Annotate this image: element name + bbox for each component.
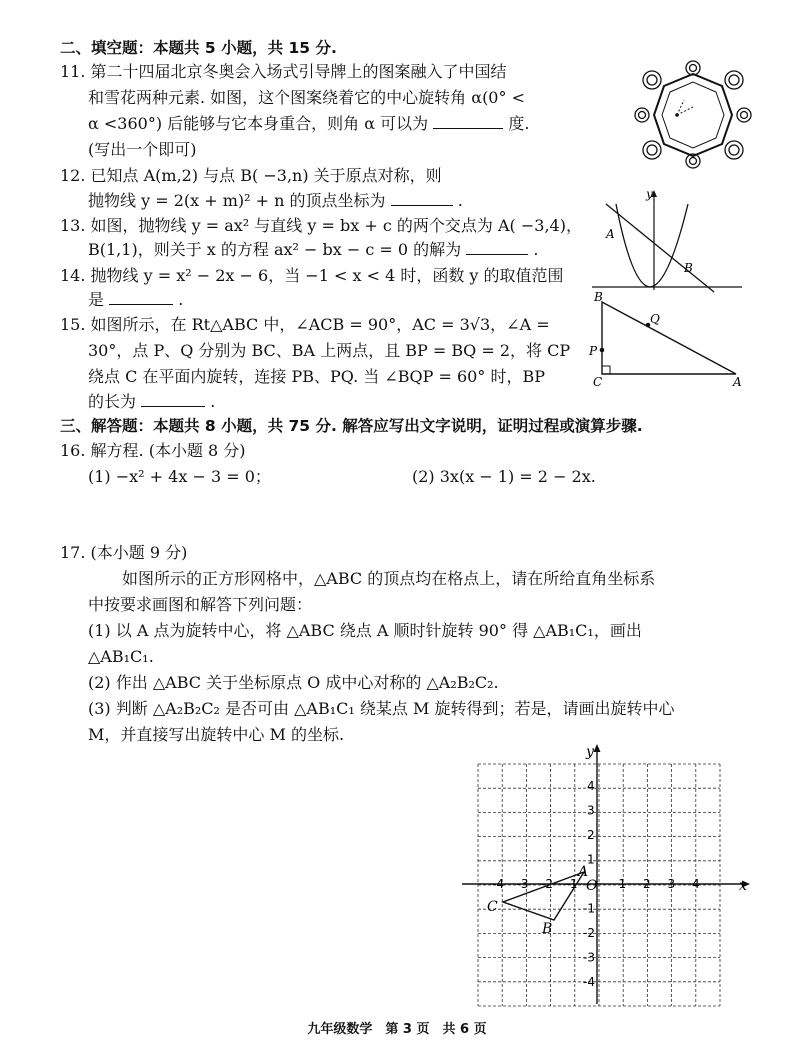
q15-line4	[88, 390, 215, 414]
q11-line3-text: α <360°) 后能够与它本身重合，则角 α 可以为	[88, 114, 429, 133]
q13-parabola-figure	[592, 186, 744, 294]
q17-x-tick-label: -1	[565, 877, 578, 891]
q17-label-x: x	[739, 878, 747, 894]
q16-title: 16. 解方程. (本小题 8 分)	[60, 441, 246, 460]
q17-x-tick-label: 2	[643, 877, 651, 891]
q11-line2: 和雪花两种元素. 如图，这个图案绕着它的中心旋转角 α(0° <	[88, 88, 525, 107]
q15-triangle	[602, 302, 736, 374]
q17-title: 17. (本小题 9 分)	[60, 543, 188, 562]
q17-label-O: O	[586, 878, 598, 894]
q15-line1: 15. 如图所示，在 Rt△ABC 中，∠ACB = 90°，AC = 3√3，∠A =	[60, 315, 550, 334]
q17-label-C: C	[487, 899, 498, 915]
q17-x-tick-label: -2	[541, 877, 553, 891]
q13-line2-end: .	[533, 240, 539, 259]
q15-line4-end: .	[210, 392, 216, 411]
q17-line2: 中按要求画图和解答下列问题：	[88, 595, 313, 614]
q15-answer-blank[interactable]	[141, 390, 205, 407]
q13-parabola	[616, 204, 688, 287]
q11-knot-figure	[632, 60, 754, 170]
q11-line3	[88, 112, 529, 136]
q17-line7: M，并直接写出旋转中心 M 的坐标.	[88, 725, 345, 744]
q15-label-B: B	[594, 290, 603, 304]
q12-line1: 12. 已知点 A(m,2) 与点 B( −3,n) 关于原点对称，则	[60, 166, 442, 185]
q13-label-A: A	[606, 227, 615, 241]
q17-x-tick-label: -3	[516, 877, 529, 891]
q17-y-tick-label: 4	[587, 779, 595, 793]
q15-label-Q: Q	[650, 312, 660, 326]
q12-line2-end: .	[457, 191, 463, 210]
q17-x-tick-label: -4	[492, 877, 504, 891]
q13-line2-text: B(1,1)，则关于 x 的方程 ax² − bx − c = 0 的解为	[88, 240, 462, 259]
q15-label-A: A	[733, 375, 742, 388]
q17-x-tick-label: 1	[618, 877, 627, 891]
q11-answer-blank[interactable]	[433, 112, 503, 129]
q15-label-C: C	[593, 375, 603, 388]
q14-line1: 14. 抛物线 y = x² − 2x − 6，当 −1 < x < 4 时，函数 y 的取值范围	[60, 266, 564, 285]
q15-line4-text: 的长为	[88, 392, 137, 411]
q17-label-B: B	[542, 921, 553, 937]
page-footer: 九年级数学 第 3 页 共 6 页	[307, 1022, 487, 1037]
q13-label-y: y	[646, 187, 653, 201]
q17-y-tick-label: 1	[587, 852, 595, 867]
q17-x-tick-label: 4	[692, 877, 700, 891]
q17-line3: (1) 以 A 点为旋转中心，将 △ABC 绕点 A 顺时针旋转 90° 得 △AB₁C₁，画出	[88, 621, 642, 640]
q17-y-tick-label: -2	[583, 926, 595, 940]
section-3-title: 三、解答题：本题共 8 小题，共 75 分. 解答应写出文字说明，证明过程或演算步骤.	[60, 417, 643, 435]
q17-gridlines	[478, 764, 720, 1006]
q13-line2	[88, 238, 538, 262]
q15-triangle-figure	[588, 288, 748, 388]
q13-line	[606, 204, 714, 292]
q17-y-tick-label: -1	[583, 901, 595, 916]
section-2-title: 二、填空题：本题共 5 小题，共 15 分.	[60, 39, 337, 57]
q11-line3-end: 度.	[508, 114, 530, 133]
q11-line1: 11. 第二十四届北京冬奥会入场式引导牌上的图案融入了中国结	[60, 62, 507, 81]
q12-line2	[88, 189, 463, 213]
q12-answer-blank[interactable]	[391, 189, 453, 206]
q15-line2: 30°，点 P、Q 分别为 BC、BA 上两点，且 BP = BQ = 2，将 CP	[88, 341, 571, 360]
q13-line1: 13. 如图，抛物线 y = ax² 与直线 y = bx + c 的两个交点为 A( −3,4)，	[60, 216, 582, 235]
q11-line4: (写出一个即可)	[88, 140, 197, 159]
q14-line2	[88, 288, 183, 312]
q17-y-tick-label: 3	[587, 803, 595, 818]
q17-coordinate-grid[interactable]	[456, 742, 756, 1012]
q17-x-tick-label: 3	[667, 877, 676, 891]
q12-line2-text: 抛物线 y = 2(x + m)² + n 的顶点坐标为	[88, 191, 386, 210]
q16-part1: (1) −x² + 4x − 3 = 0；	[88, 467, 271, 486]
q17-y-tick-label: -4	[583, 975, 595, 989]
q16-part2: (2) 3x(x − 1) = 2 − 2x.	[412, 467, 596, 486]
q17-y-tick-label: -3	[583, 950, 595, 965]
q17-label-y: y	[586, 744, 594, 760]
q14-line2-end: .	[178, 290, 184, 309]
q17-label-A: A	[578, 864, 589, 880]
q14-line2-text: 是	[88, 290, 105, 309]
q17-line1: 如图所示的正方形网格中，△ABC 的顶点均在格点上，请在所给直角坐标系	[122, 569, 656, 588]
q17-line5: (2) 作出 △ABC 关于坐标原点 O 成中心对称的 △A₂B₂C₂.	[88, 673, 499, 692]
q17-y-tick-label: 2	[587, 828, 595, 842]
q13-answer-blank[interactable]	[466, 238, 528, 255]
q13-label-B: B	[684, 261, 693, 275]
q14-answer-blank[interactable]	[109, 288, 173, 305]
q15-line3: 绕点 C 在平面内旋转，连接 PB、PQ. 当 ∠BQP = 60° 时，BP	[88, 367, 545, 386]
q17-line4: △AB₁C₁.	[88, 647, 154, 666]
q17-line6: (3) 判断 △A₂B₂C₂ 是否可由 △AB₁C₁ 绕某点 M 旋转得到；若是，请画出旋转中心	[88, 699, 675, 718]
q15-label-P: P	[589, 344, 598, 358]
